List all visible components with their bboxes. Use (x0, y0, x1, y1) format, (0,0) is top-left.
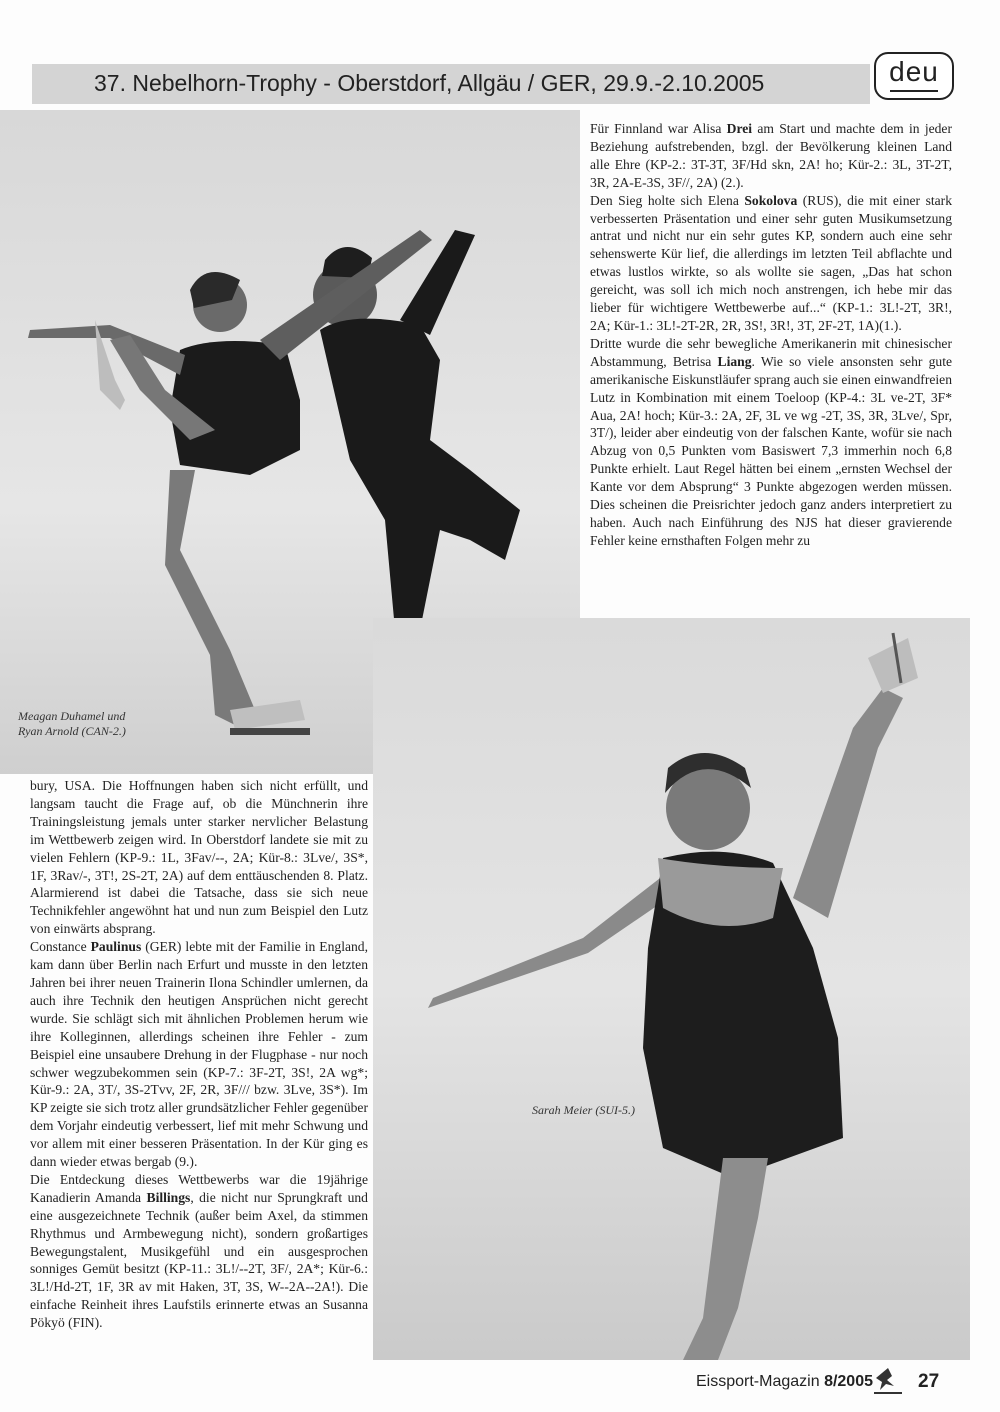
pair-photo-caption (18, 709, 218, 739)
single-photo-caption: Sarah Meier (SUI-5.) (532, 1103, 635, 1117)
article-column-bottom-left (30, 777, 368, 1332)
article-paragraph: Den Sieg holte sich Elena Sokolova (RUS), die mit einer stark verbesserten Präsentation und einer sehr guten Musikumsetzung antrat und nicht nur ein sehr gutes KP, sondern auch eine sehr sehenswerte Kür lief, die allerdings im letzten Teil abflachte und etwas lustlos wirkte, so als wollte sie sagen, „Das hat schon gereicht, was soll ich mich noch anstrengen, ich hebe mir das lieber für wichtigere Wettbewerbe auf...“ (KP-1.: 3L!-2T, 3R!, 2A; Kür-1.: 3L!-2T-2R, 2R, 3S!, 3R!, 3T, 2F-2T, 1A)(1.). (590, 192, 952, 333)
article-paragraph: Für Finnland war Alisa Drei am Start und machte dem in jeder Beziehung aufstrebenden, bzgl. der Bevölkerung kleinen Land alle Ehre (KP-2.: 3T-3T, 3F/Hd skn, 2A! ho; Kür-2.: 3L, 3T-2T, 3R, 2A-E-3S, 3F//, 2A) (2.). (590, 121, 952, 190)
skater-logo-icon (872, 1366, 904, 1396)
article-paragraph: Constance Paulinus (GER) lebte mit der Familie in England, kam dann über Berlin nach Erfurt und musste in den letzten Jahren bei ihrer neuen Trainerin Ilona Schindler umlernen, da auch ihre Technik den heutigen Ansprüchen nicht gerecht wurde. Sie schlägt sich mit ähnlichen Problemen herum wie ihre Kolleginnen, allerdings scheinen ihre Fehler - zum Beispiel eine unsaubere Drehung in der Flugphase - nur noch schwer wegzubekommen sein (KP-7.: 3F-2T, 3S!, 2A wg*; Kür-9.: 2A, 3T/, 3S-2Tvv, 2F, 2R, 3F/// bzw. 3Lve, 3S*). Im KP zeigte sie sich trotz aller grundsätzlicher Fehler gegenüber dem Vorjahr eindeutig verbessert, lief mit mehr Schwung und vor allem mit einer besseren Präsentation. In der Kür ging es dann wieder etwas bergab (9.). (30, 939, 368, 1170)
page-number: 27 (918, 1371, 940, 1392)
magazine-name: Eissport-Magazin (696, 1373, 820, 1390)
issue-number: 8/2005 (824, 1373, 873, 1390)
pair-caption-line1: Meagan Duhamel und (18, 709, 126, 723)
athlete-name: Paulinus (90, 939, 142, 955)
single-skater-photo (373, 618, 970, 1360)
footer-magazine (696, 1373, 873, 1391)
article-paragraph: Dritte wurde die sehr bewegliche Amerikanerin mit chinesischer Abstammung, Betrisa Liang. Wie so viele ansonsten sehr gute amerikanische Eiskunstläufer sprang auch sie einen einwandfreien Lutz in Kombination mit einem Toeloop (KP-4.: 3L ve-2T, 3F* Aua, 2A! hoch; Kür-3.: 2A, 2F, 3L ve wg -2T, 3S, 3R, 3Lve/, Spr, 3T/), leider aber eindeutig von der falschen Kante, wofür sie nach Abzug von 0,5 Punkten vom Basiswert 7,3 immerhin noch 6,8 Punkte erhielt. Laut Regel hätten bei einem „ernsten Wechsel der Kante vor dem Absprung“ 3 Punkte abgezogen werden müssen. Dies scheinen die Preisrichter jedoch ganz anders interpretiert zu haben. Auch nach Einführung des NJS hat dieser gravierende Fehler keine ernsthaften Folgen mehr zu (590, 335, 952, 548)
single-skater-illustration (373, 618, 970, 1360)
athlete-name: Billings (146, 1189, 191, 1205)
athlete-name: Sokolova (744, 192, 798, 208)
deu-logo (874, 52, 954, 100)
article-column-top-right (590, 120, 952, 550)
logo-text: deu (889, 56, 939, 87)
page-title: 37. Nebelhorn-Trophy - Oberstdorf, Allgäu / GER, 29.9.-2.10.2005 (94, 70, 765, 96)
article-paragraph: bury, USA. Die Hoffnungen haben sich nicht erfüllt, und langsam taucht die Frage auf, ob die Münchnerin ihre Trainingsleistung jemals unter starker nervlicher Belastung im Wettbewerb zeigen wird. In Oberstdorf landete sie mit zu vielen Fehlern (KP-9.: 1L, 3Fav/--, 2A; Kür-8.: 3Lve/, 3S*, 1F, 3Rav/-, 3T!, 2S-2T, 2A) auf dem enttäuschenden 8. Platz. Alarmierend ist dabei die Tatsache, dass sie sich neue Technikfehler angewöhnt hat und nun zum Beispiel den Lutz von einwärts absprang. (30, 778, 368, 937)
logo-rail (890, 90, 938, 92)
article-paragraph: Die Entdeckung dieses Wettbewerbs war die 19jährige Kanadierin Amanda Billings, die nicht nur Sprungkraft und eine ausgezeichnete Technik (außer beim Axel, da stimmen Rhythmus und Armbewegung nicht), sondern großartiges Bewegungstalent, Musikgefühl und ein ausgesprochen sonniges Gemüt besitzt (KP-11.: 3L!/--2T, 3F/, 2A*; Kür-6.: 3L!/Hd-2T, 1F, 3R av mit Haken, 3T, 3S, W--2A--2A!). Die einfache Reinheit ihres Laufstils erinnerte etwas an Susanna Pökyö (FIN). (30, 1171, 368, 1331)
athlete-name: Liang (717, 353, 752, 369)
pair-caption-line2: Ryan Arnold (CAN-2.) (18, 724, 126, 738)
athlete-name: Drei (726, 121, 753, 136)
